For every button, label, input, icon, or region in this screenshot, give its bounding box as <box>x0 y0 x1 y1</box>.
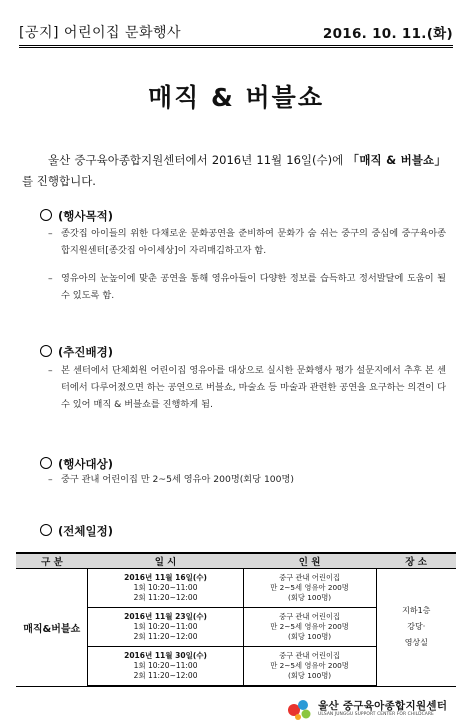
section-title-background <box>40 344 113 360</box>
session-date: 2016년 11월 16일(수) <box>124 573 207 582</box>
table-row <box>16 569 456 608</box>
people-cell <box>243 647 376 687</box>
section-title-text: (행사대상) <box>58 457 113 471</box>
date-cell <box>88 647 243 687</box>
section-title-text: (행사목적) <box>58 209 113 223</box>
section-title-schedule <box>40 523 113 539</box>
people-line-2: 만 2~5세 영유아 200명 <box>270 661 349 670</box>
people-line-3: (회당 100명) <box>288 632 332 641</box>
session-date: 2016년 11월 30일(수) <box>124 651 207 660</box>
session-time-1: 1회 10:20~11:00 <box>133 622 198 631</box>
section-title-text: (추진배경) <box>58 345 113 359</box>
session-time-1: 1회 10:20~11:00 <box>133 661 198 670</box>
purpose-item-2 <box>48 270 446 304</box>
place-line-1: 지하1층 <box>402 606 431 616</box>
schedule-header-row <box>16 553 456 569</box>
header-rule <box>19 45 453 48</box>
people-cell <box>243 608 376 647</box>
intro-text-after: 를 진행합니다. <box>22 174 96 188</box>
intro-highlight: 「매직 & 버블쇼」 <box>347 153 446 167</box>
target-item-1 <box>48 471 446 488</box>
people-line-1: 중구 관내 어린이집 <box>279 651 341 660</box>
dash-bullet-icon: – <box>48 365 53 376</box>
circle-bullet-icon <box>40 209 52 221</box>
target-item-1-text: 중구 관내 어린이집 만 2~5세 영유아 200명(회당 100명) <box>61 474 294 485</box>
notice-date: 2016. 10. 11.(화) <box>322 26 453 42</box>
people-line-1: 중구 관내 어린이집 <box>279 612 341 621</box>
date-cell <box>88 569 243 608</box>
session-time-2: 2회 11:20~12:00 <box>133 593 198 602</box>
people-line-1: 중구 관내 어린이집 <box>279 573 341 582</box>
header-datetime: 일 시 <box>88 553 243 569</box>
notice-label: [공지] 어린이집 문화행사 <box>19 25 182 41</box>
people-line-2: 만 2~5세 영유아 200명 <box>270 622 349 631</box>
logo-dot-blue <box>298 700 308 710</box>
background-item-1 <box>48 362 446 413</box>
session-time-2: 2회 11:20~12:00 <box>133 632 198 641</box>
people-line-3: (회당 100명) <box>288 593 332 602</box>
header-category: 구 분 <box>16 553 88 569</box>
org-english-name: ULSAN JUNGGU SUPPORT CENTER FOR CHILDCARE <box>318 712 434 717</box>
logo-dot-green <box>302 710 311 719</box>
dash-bullet-icon: – <box>48 273 53 284</box>
section-title-text: (전체일정) <box>58 524 113 538</box>
header <box>19 22 453 44</box>
people-line-3: (회당 100명) <box>288 671 332 680</box>
section-title-target <box>40 456 113 472</box>
org-name: 울산 중구육아종합지원센터 <box>318 700 448 712</box>
document-title: 매직 & 버블쇼 <box>148 83 324 112</box>
session-time-1: 1회 10:20~11:00 <box>133 583 198 592</box>
date-cell <box>88 608 243 647</box>
header-place: 장 소 <box>376 553 456 569</box>
purpose-item-2-text: 영유아의 눈높이에 맞춘 공연을 통해 영유아들이 다양한 정보를 습득하고 정서발달에 도움이 될 수 있도록 함. <box>61 273 446 301</box>
circle-bullet-icon <box>40 457 52 469</box>
logo-dot-orange <box>295 714 301 720</box>
center-logo-icon <box>286 696 314 722</box>
intro-paragraph <box>22 150 446 192</box>
session-date: 2016년 11월 23일(수) <box>124 612 207 621</box>
schedule-table <box>16 552 456 687</box>
category-cell: 매직&버블쇼 <box>16 569 88 687</box>
dash-bullet-icon: – <box>48 474 53 485</box>
circle-bullet-icon <box>40 524 52 536</box>
purpose-item-1 <box>48 225 446 259</box>
background-item-1-text: 본 센터에서 단체회원 어린이집 영유아를 대상으로 실시한 문화행사 평가 설문지에서 추후 본 센터에서 다루어졌으면 하는 공연으로 버블쇼, 마술쇼 등 마술과 관련한 공연을 요구하는 의견이 다수 있어 매직 & 버블쇼를 진행하게 됨. <box>61 365 446 410</box>
section-title-purpose <box>40 208 113 224</box>
footer-logo <box>286 696 466 722</box>
place-cell <box>376 569 456 687</box>
circle-bullet-icon <box>40 345 52 357</box>
place-line-2: 강당· <box>407 622 426 632</box>
dash-bullet-icon: – <box>48 228 53 239</box>
session-time-2: 2회 11:20~12:00 <box>133 671 198 680</box>
intro-text-before: 울산 중구육아종합지원센터에서 2016년 11월 16일(수)에 <box>48 153 348 167</box>
header-people: 인 원 <box>243 553 376 569</box>
place-line-3: 영상실 <box>404 638 428 648</box>
people-cell <box>243 569 376 608</box>
people-line-2: 만 2~5세 영유아 200명 <box>270 583 349 592</box>
purpose-item-1-text: 종갓집 아이들의 위한 다채로운 문화공연을 준비하여 문화가 숨 쉬는 중구의 중심에 중구육아종합지원센터[종갓집 아이세상]이 자리매김하고자 함. <box>61 228 446 256</box>
